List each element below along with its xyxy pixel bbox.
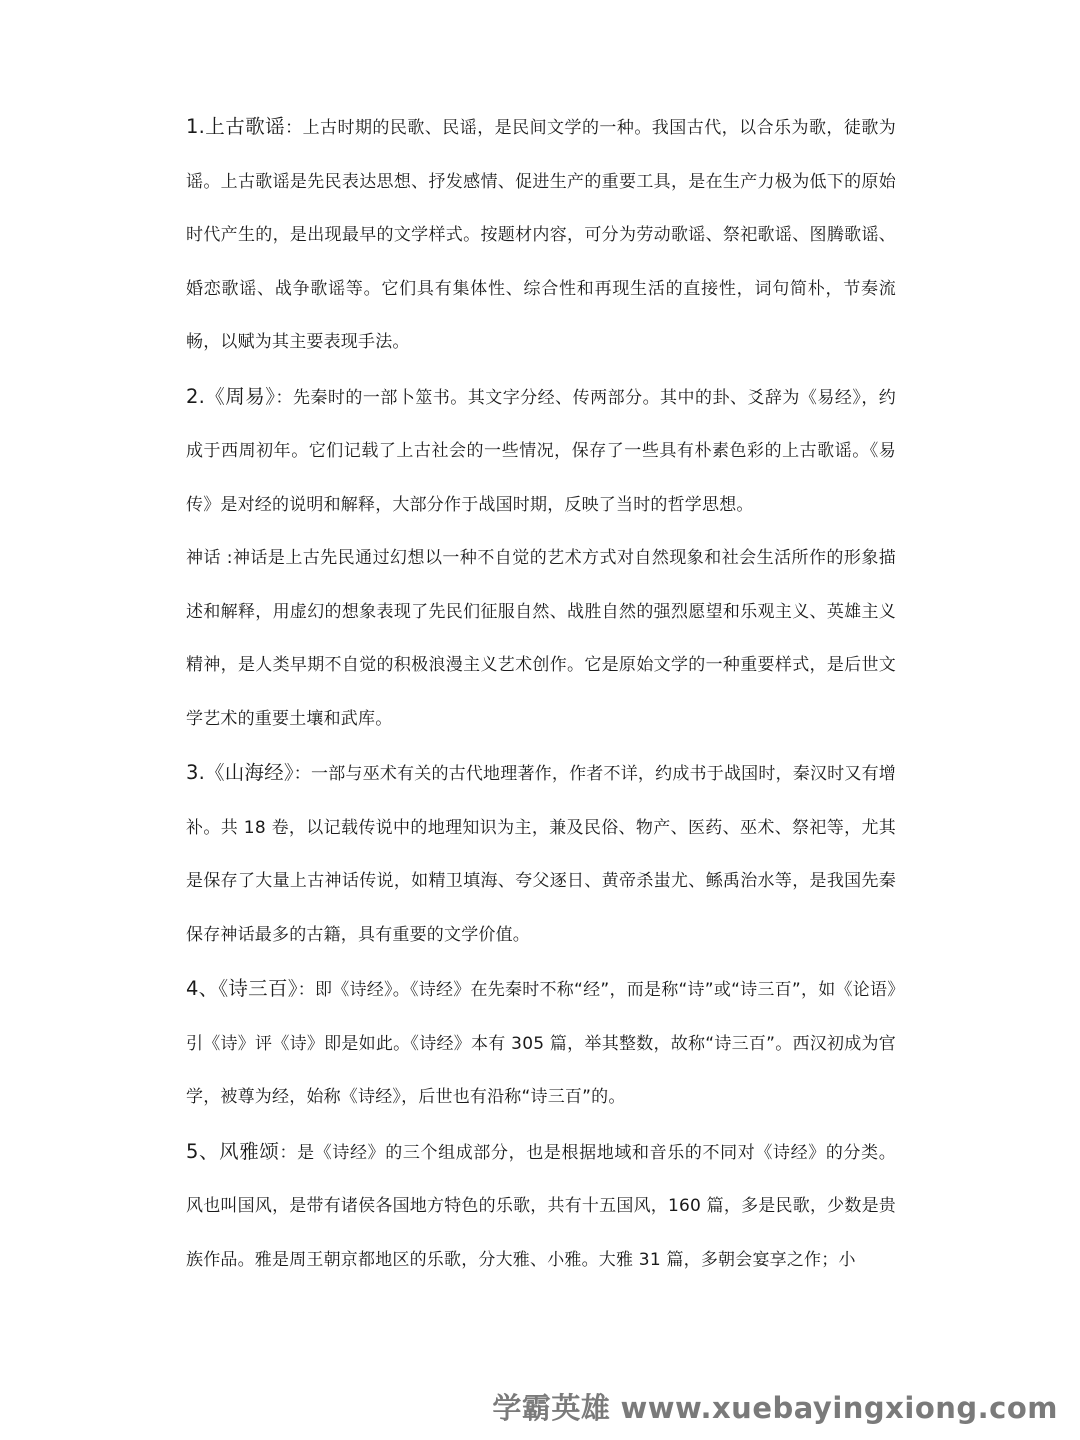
paragraph-6-heading: 5、风雅颂: [186, 1139, 280, 1163]
paragraph-6-text: ：是《诗经》的三个组成部分，也是根据地域和音乐的不同对《诗经》的分类。风也叫国风，是带有诸侯各国地方特色的乐歌，共有十五国风，160 篇，多是民歌，少数是贵族作品。雅是周王朝京都地区的乐歌，分大雅、小雅。大雅 31 篇，多朝会宴享之作；小: [186, 1142, 896, 1270]
paragraph-4-heading: 3.《山海经》: [186, 761, 294, 784]
paragraph-1-text: ：上古时期的民歌、民谣，是民间文学的一种。我国古代，以合乐为歌，徒歌为谣。上古歌谣是先民表达思想、抒发感情、促进生产的重要工具，是在生产力极为低下的原始时代产生的，是出现最早的文学样式。按题材内容，可分为劳动歌谣、祭祀歌谣、图腾歌谣、婚恋歌谣、战争歌谣等。它们具有集体性、综合性和再现生活的直接性，词句简朴，节奏流畅，以赋为其主要表现手法。: [186, 118, 897, 352]
paragraph-2: [186, 370, 896, 533]
paragraph-5-heading: 4、《诗三百》: [186, 977, 298, 1000]
paragraph-3-text: 神话 :神话是上古先民通过幻想以一种不自觉的艺术方式对自然现象和社会生活所作的形象描述和解释，用虚幻的想象表现了先民们征服自然、战胜自然的强烈愿望和乐观主义、英雄主义精神，是人类早期不自觉的积极浪漫主义艺术创作。它是原始文学的一种重要样式，是后世文学艺术的重要土壤和武库。: [186, 548, 896, 729]
document-body: [186, 100, 896, 1287]
paragraph-2-text: ：先秦时的一部卜筮书。其文字分经、传两部分。其中的卦、爻辞为《易经》，约成于西周初年。它们记载了上古社会的一些情况，保存了一些具有朴素色彩的上古歌谣。《易传》是对经的说明和解释，大部分作于战国时期，反映了当时的哲学思想。: [186, 387, 896, 515]
footer-url[interactable]: www.xuebayingxiong.com: [620, 1391, 1058, 1425]
paragraph-1: [186, 100, 896, 370]
paragraph-5-text: ：即《诗经》。《诗经》在先秦时不称“经”，而是称“诗”或“诗三百”，如《论语》引《诗》评《诗》即是如此。《诗经》本有 305 篇，举其整数，故称“诗三百”。西汉初成为官学，被尊为经，始称《诗经》，后世也有沿称“诗三百”的。: [186, 980, 896, 1107]
paragraph-5: [186, 962, 896, 1125]
paragraph-1-heading: 1.上古歌谣: [186, 115, 286, 138]
paragraph-6: [186, 1125, 896, 1288]
watermark-footer: [492, 1386, 1058, 1430]
footer-brand: 学霸英雄: [492, 1391, 611, 1425]
paragraph-2-heading: 2.《周易》: [186, 384, 276, 408]
paragraph-4-text: ：一部与巫术有关的古代地理著作，作者不详，约成书于战国时，秦汉时又有增补。共 18 卷，以记载传说中的地理知识为主，兼及民俗、物产、医药、巫术、祭祀等，尤其是保存了大量上古神话传说，如精卫填海、夸父逐日、黄帝杀蚩尤、鲧禹治水等，是我国先秦保存神话最多的古籍，具有重要的文学价值。: [186, 764, 896, 945]
paragraph-4: [186, 746, 896, 962]
paragraph-3: [186, 532, 896, 746]
